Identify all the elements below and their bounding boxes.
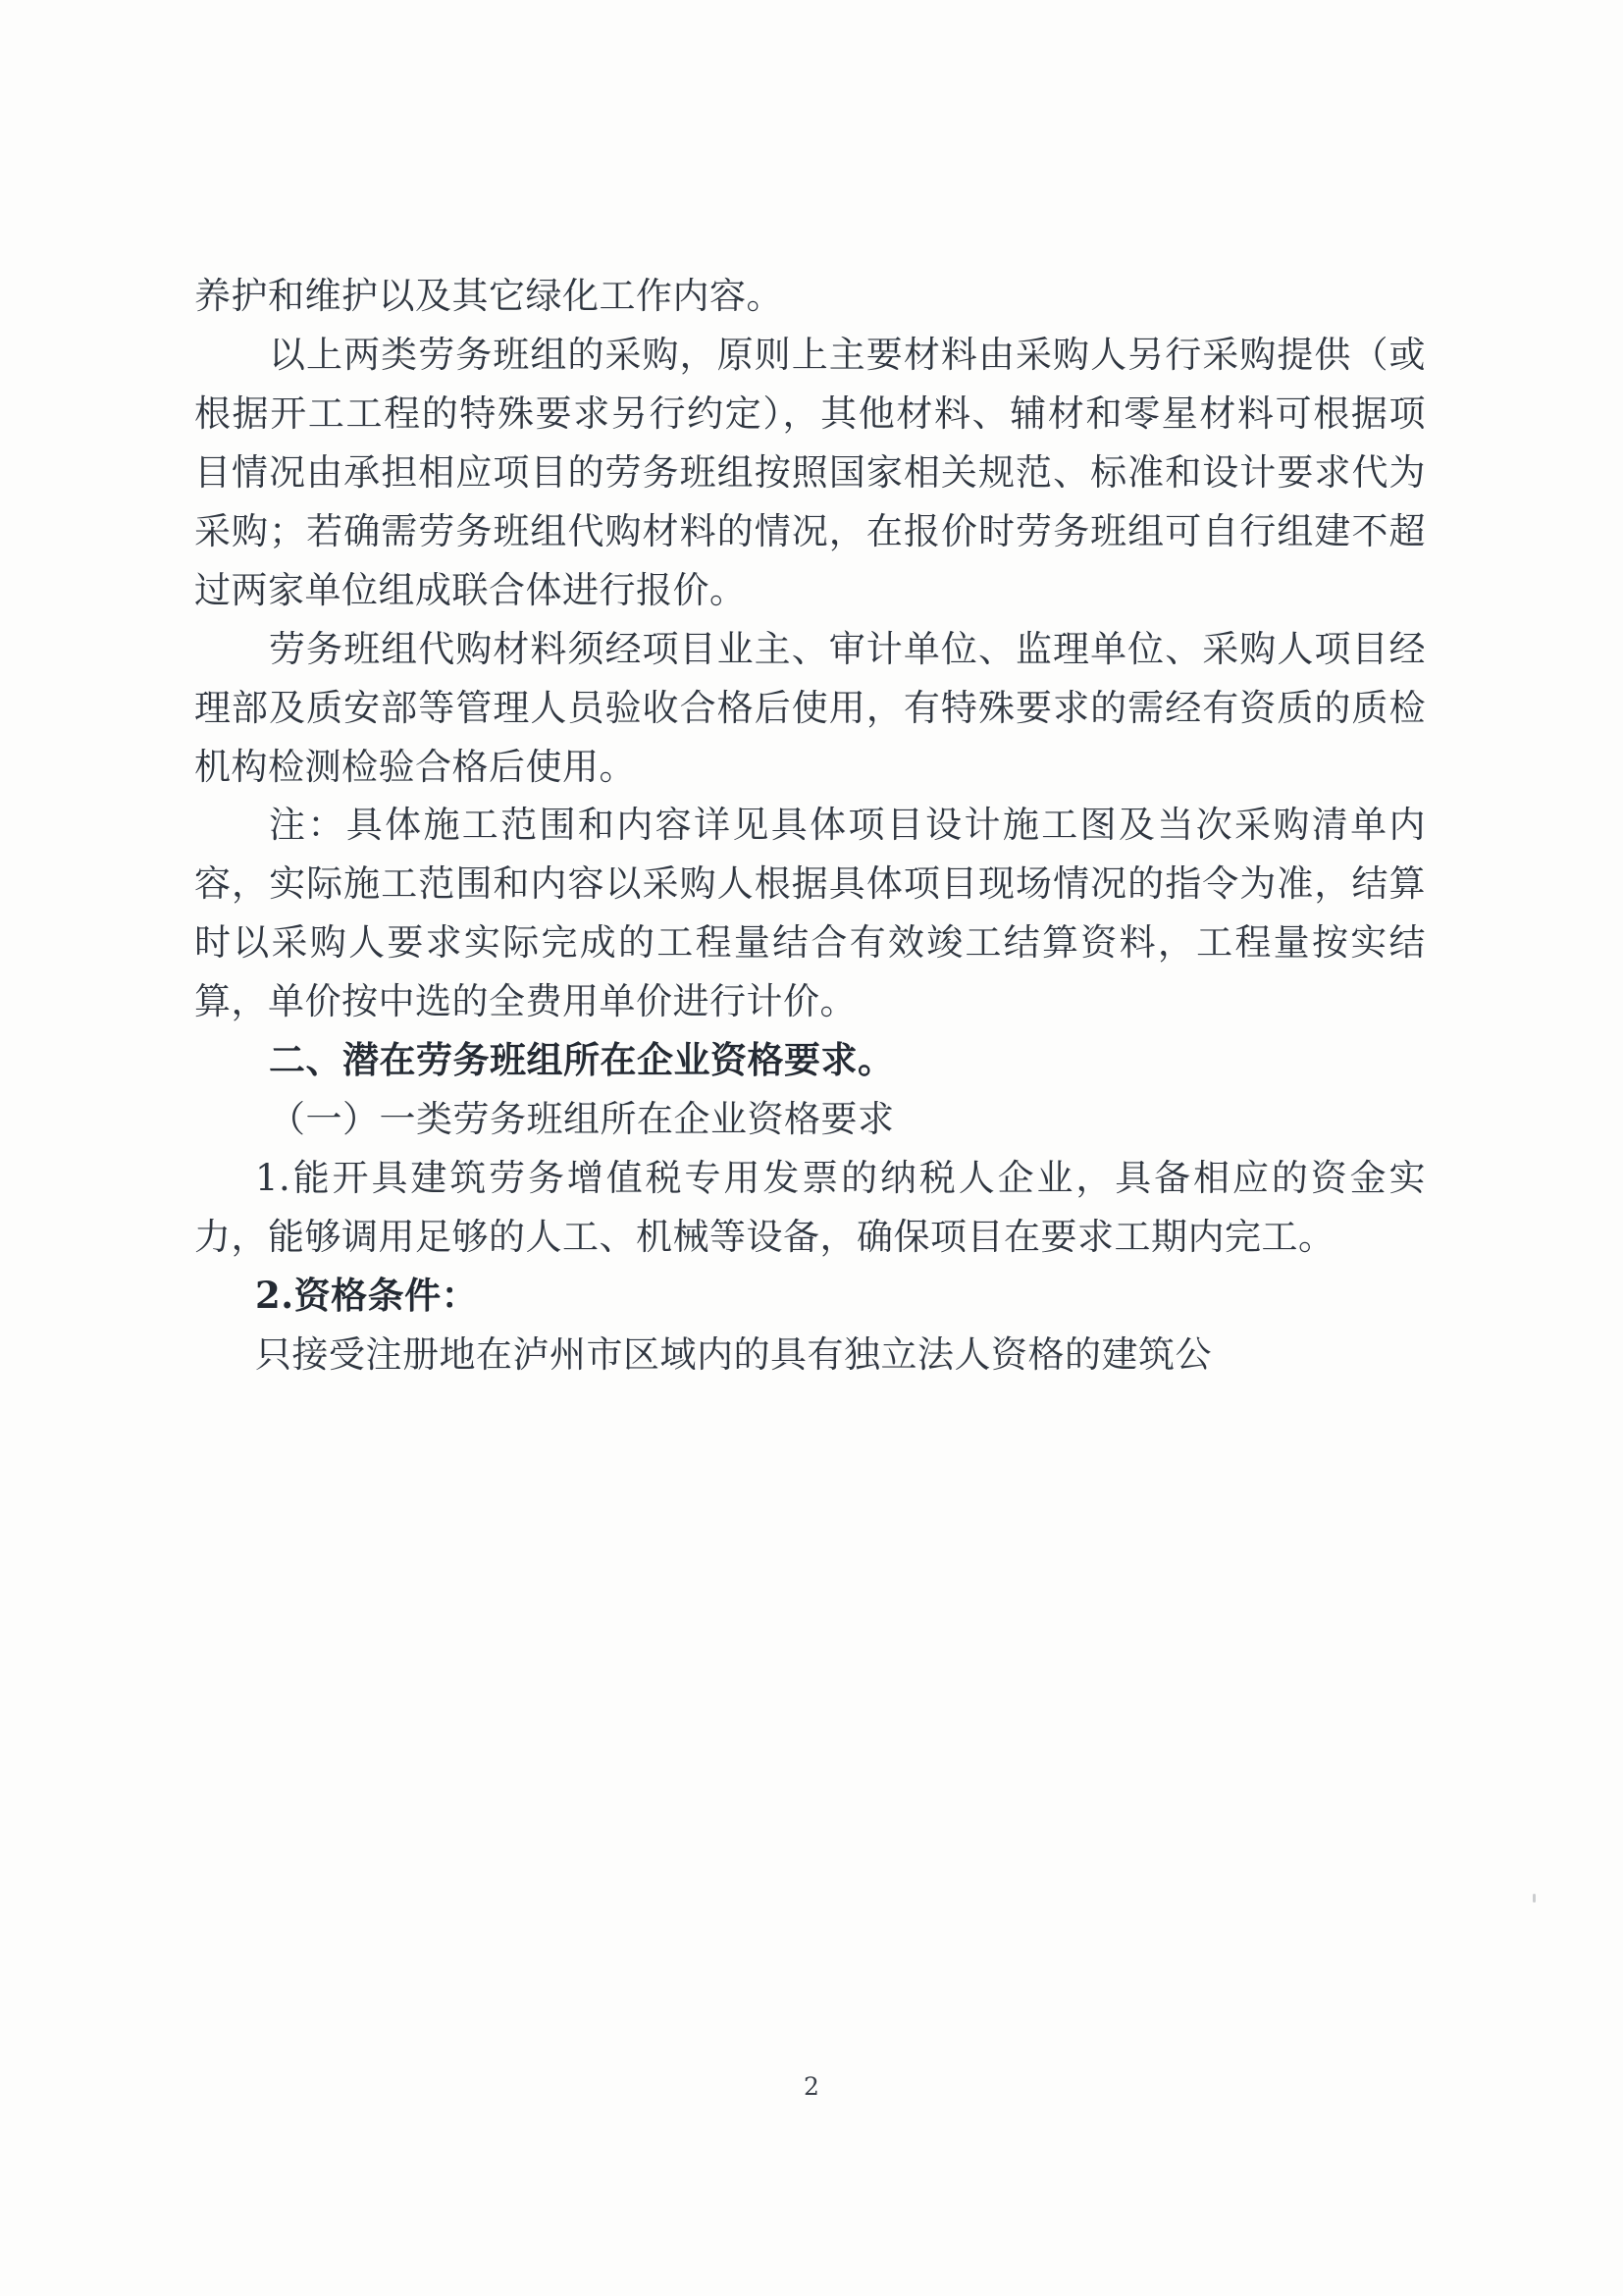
list-item-1: 1.能开具建筑劳务增值税专用发票的纳税人企业，具备相应的资金实力，能够调用足够的人工、机械等设备，确保项目在要求工期内完工。	[194, 1157, 1426, 1258]
page-speck	[1533, 1894, 1536, 1903]
paragraph-3: 劳务班组代购材料须经项目业主、审计单位、监理单位、采购人项目经理部及质安部等管理人员验收合格后使用，有特殊要求的需经有资质的质检机构检测检验合格后使用。	[194, 627, 1426, 788]
section-heading-two: 二、潜在劳务班组所在企业资格要求。	[269, 1038, 895, 1082]
paragraph-1: 养护和维护以及其它绿化工作内容。	[194, 275, 783, 317]
page-number: 2	[804, 2072, 819, 2101]
subsection-heading-one: （一）一类劳务班组所在企业资格要求	[269, 1098, 895, 1141]
paragraph-continuation: 只接受注册地在泸州市区域内的具有独立法人资格的建筑公	[255, 1332, 1212, 1376]
document-body	[194, 267, 1426, 1384]
paragraph-2: 以上两类劳务班组的采购，原则上主要材料由采购人另行采购提供（或根据开工工程的特殊要求另行约定），其他材料、辅材和零星材料可根据项目情况由承担相应项目的劳务班组按照国家相关规范、标准和设计要求代为采购；若确需劳务班组代购材料的情况，在报价时劳务班组可自行组建不超过两家单位组成联合体进行报价。	[194, 333, 1426, 611]
paragraph-4: 注：具体施工范围和内容详见具体项目设计施工图及当次采购清单内容，实际施工范围和内容以采购人根据具体项目现场情况的指令为准，结算时以采购人要求实际完成的工程量结合有效竣工结算资料，工程量按实结算，单价按中选的全费用单价进行计价。	[194, 804, 1426, 1023]
list-item-2: 2.资格条件：	[255, 1273, 479, 1317]
